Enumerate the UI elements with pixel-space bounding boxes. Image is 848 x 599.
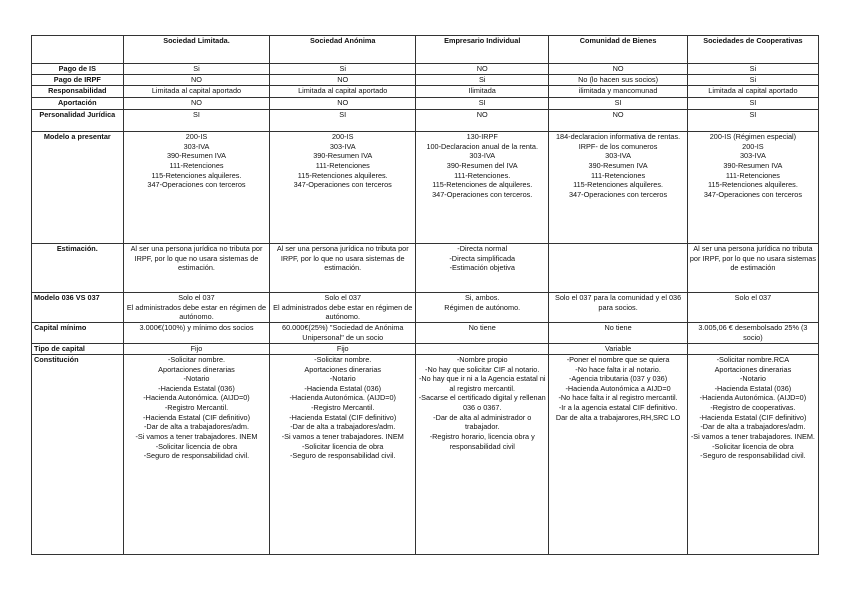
cell-line: Solo el 037 [324,293,361,302]
cell [549,343,687,354]
cell-line: -Registro Mercantil. [311,403,375,412]
cell [416,343,549,354]
cell-line: 3.005,06 € desembolsado 25% (3 socio) [698,322,808,342]
cell [123,132,270,244]
header-comunidad-de-bienes: Comunidad de Bienes [549,36,687,64]
cell-line: -Solicitar nombre. [314,354,372,364]
cell-line: -Hacienda Autonómica. (AIJD=0) [699,393,807,403]
cell [270,132,416,244]
cell-line: 111-Retenciones [169,160,224,170]
cell-line: NO [191,75,202,84]
cell-line: 303-IVA [329,141,356,151]
cell [123,75,270,86]
cell-line: Si [339,64,346,73]
row-personalidad-juridica [32,110,819,132]
cell-line: -Dar de alta a trabajadores/adm. [290,422,396,432]
cell [687,354,818,554]
row-label: Personalidad Jurídica [32,110,124,132]
cell [549,322,687,343]
cell-line: -No hace falta ir al notario. [575,364,661,374]
cell [123,86,270,98]
cell [549,110,687,132]
cell-line: 60.000€(25%) "Sociedad de Anónima Unipersonal" de un socio [282,322,404,342]
cell [549,98,687,110]
cell [270,343,416,354]
cell [123,110,270,132]
cell [687,86,818,98]
cell-line: 303-IVA [469,151,496,161]
cell-line: Limitada al capital aportado [151,86,242,95]
cell-line: 115-Retenciones alquileres. [573,180,664,190]
cell-line: -No hay que ir ni a la Agencia estatal ni al registro mercantil. [418,374,546,393]
row-label: Estimación. [32,244,124,293]
cell [549,64,687,75]
row-pago-is [32,64,819,75]
cell-line: -Registro horario, licencia obra y responsabilidad civil [429,431,535,451]
cell [687,293,818,323]
cell-line: SI [339,110,347,119]
header-empresario-individual: Empresario Individual [416,36,549,64]
cell-line: Aportaciones dinerarias [304,364,382,374]
cell [549,75,687,86]
cell-line: 200-IS [742,141,764,151]
cell-line: 115-Retenciones alquileres. [151,170,242,180]
row-modelo-036-vs-037 [32,293,819,323]
cell-line: -Solicitar licencia de obra [155,441,238,451]
row-label: Responsabilidad [32,86,124,98]
cell-line: SI [749,110,757,119]
cell-line: -Si vamos a tener trabajadores. INEM. [690,431,815,441]
cell-line: -Solicitar licencia de obra [301,441,384,451]
cell [270,110,416,132]
cell [549,132,687,244]
cell-line: 303-IVA [605,151,631,161]
header-row [32,36,819,64]
cell-line: Si, ambos. [464,293,500,302]
cell-line: -Solicitar nombre. [167,354,226,364]
cell-line: 100-Declaracion anual de la renta. [426,141,538,151]
cell [416,132,549,244]
cell-line: Si [749,75,757,84]
cell-line: 130-IRPF [466,132,498,141]
cell-line: 184-declaracion informativa de rentas. [556,132,681,141]
cell-line: -Notario [739,374,766,384]
cell [123,98,270,110]
cell-line: Si [749,64,757,73]
cell-line: NO [612,110,624,119]
cell-line: No tiene [604,322,632,332]
row-label: Pago de IS [32,64,124,75]
cell-line: 347-Operaciones con terceros [147,180,246,190]
cell-line: -Poner el nombre que se quiera [566,354,670,364]
cell-line: 347-Operaciones con terceros [568,189,668,199]
row-capital-minimo [32,322,819,343]
cell [416,354,549,554]
cell-line: SI [193,110,200,119]
cell-line: 303-IVA [183,141,210,151]
cell-line: -Hacienda Estatal (036) [714,383,792,393]
cell-line: 347-Operaciones con terceros. [432,189,533,199]
cell [687,110,818,132]
cell-line: SI [614,98,622,107]
row-modelo-presentar [32,132,819,244]
cell-line: SI [478,98,486,107]
cell [270,322,416,343]
cell [687,343,818,354]
cell-line: -Sacarse el certificado digital y rellenan 036 o 0367. [418,393,546,412]
cell-line: 200-IS [185,132,208,141]
cell-line: -Estimación objetiva [449,263,515,273]
row-pago-irpf [32,75,819,86]
cell-line: -Hacienda Estatal (CIF definitivo) [699,412,807,422]
cell [416,64,549,75]
cell-line: 3.000€(100%) y mínimo dos socios [139,322,254,332]
cell-line: -Dar de alta a trabajadores/adm. [700,422,806,432]
cell [270,86,416,98]
cell-line: Al ser una persona jurídica no tributa por IRPF, por lo que no usara sistemas de estimación. [130,244,263,273]
header-sociedades-cooperativas: Sociedades de Cooperativas [687,36,818,64]
cell [270,354,416,554]
cell-line: NO [476,64,488,73]
cell-line: Si [478,75,486,84]
cell [270,293,416,323]
cell [416,244,549,293]
cell-line: Dar de alta a trabajarores,RH,SRC LO [555,412,681,422]
cell [687,64,818,75]
cell-line: No (lo hacen sus socios) [578,75,659,84]
cell-line: -Si vamos a tener trabajadores. INEM [135,431,258,441]
cell-line: -Directa simplificada [449,253,516,263]
cell-line: NO [612,64,624,73]
cell-line: -No hace falta ir al registro mercantil. [558,393,678,403]
cell-line: Fijo [190,343,203,353]
row-estimacion [32,244,819,293]
cell-line: -Hacienda Estatal (036) [304,383,382,393]
cell-line: SI [749,98,757,107]
cell-line: Régimen de autónomo. [444,302,521,312]
cell-line: -Registro de cooperativas. [710,403,796,412]
company-types-comparison-table [31,35,819,555]
comparison-document [31,35,819,555]
cell [549,293,687,323]
cell-line: Si [193,64,200,73]
cell-line: 303-IVA [739,151,766,161]
cell [549,244,687,293]
cell [687,75,818,86]
cell-line: 200-IS [331,132,354,141]
cell-line: 347-Operaciones con terceros [703,189,802,199]
cell [687,132,818,244]
cell-line: NO [337,75,349,84]
cell-line: Limitada al capital aportado [708,86,798,95]
cell-line: -Ir a la agencia estatal CIF definitivo. [558,403,678,412]
cell-line: ilimitada y mancomunad [578,86,658,95]
cell-line: 200-IS (Régimen especial) [709,132,797,141]
cell-line: Fijo [336,343,349,353]
cell [123,354,270,554]
cell [123,322,270,343]
cell-line: Solo el 037 [734,293,772,302]
cell-line: El administrados debe estar en régimen de autónomo. [126,302,267,322]
row-label: Modelo 036 VS 037 [32,293,124,323]
cell-line: Al ser una persona jurídica no tributa por IRPF, por lo que no usara sistemas de estimación [689,244,816,273]
cell [687,322,818,343]
cell [123,293,270,323]
cell [416,98,549,110]
cell [123,244,270,293]
cell-line: -Seguro de responsabilidad civil. [290,451,396,461]
cell-line: Limitada al capital aportado [298,86,388,95]
cell [687,98,818,110]
header-sociedad-anonima: Sociedad Anónima [270,36,416,64]
cell-line: 111-Retenciones [591,170,646,180]
cell [123,343,270,354]
cell-line: -Dar de alta a trabajadores/adm. [143,422,250,432]
row-label: Tipo de capital [32,343,124,354]
cell-line: El administrados debe estar en régimen de autónomo. [273,302,413,322]
cell [549,86,687,98]
cell [270,98,416,110]
cell-line: NO [337,98,349,107]
cell-line: Solo el 037 [178,293,215,302]
header-cell-empty [32,36,124,64]
cell-line: -Hacienda Estatal (036) [158,383,235,393]
cell-line: -Hacienda Estatal (CIF definitivo) [142,412,251,422]
cell [687,244,818,293]
cell-line: -Solicitar nombre.RCA [716,354,790,364]
cell-line: -No hay que solicitar CIF al notario. [425,364,540,374]
cell [416,86,549,98]
cell-line: -Si vamos a tener trabajadores. INEM [281,431,404,441]
cell-line: -Hacienda Estatal (CIF definitivo) [289,412,397,422]
cell-line: 390-Resumen IVA [313,151,373,161]
cell-line: NO [191,98,202,107]
cell-line: Ilimitada [468,86,496,95]
cell [270,244,416,293]
row-tipo-capital [32,343,819,354]
cell [416,75,549,86]
row-constitucion [32,354,819,554]
cell-line: 390-Resumen IVA [723,160,783,170]
cell-line: 390-Resumen del IVA [446,160,518,170]
cell [270,64,416,75]
row-label: Pago de IRPF [32,75,124,86]
cell-line: Variable [604,343,632,353]
cell-line: IRPF- de los comuneros [578,141,658,151]
row-label: Capital mínimo [32,322,124,343]
cell-line: NO [476,110,488,119]
cell-line: -Agencia tributaria (037 y 036) [568,374,668,384]
cell-line: Al ser una persona jurídica no tributa por IRPF, por lo que no usara sistemas de estimación. [276,244,409,273]
cell-line: -Dar de alta al administrador o trabajador. [433,412,532,432]
cell-line: 115-Retenciones de alquileres. [432,180,533,190]
cell-line: 115-Retenciones alquileres. [707,180,798,190]
cell-line: 390-Resumen IVA [588,160,648,170]
cell-line: -Notario [329,374,356,384]
cell-line: Aportaciones dinerarias [714,364,792,374]
cell-line: -Seguro de responsabilidad civil. [143,451,250,461]
cell-line: No tiene [468,322,496,332]
cell-line: 347-Operaciones con terceros [293,180,392,190]
row-responsabilidad [32,86,819,98]
row-label: Constitución [32,354,124,554]
cell-line: -Hacienda Autonómica. (AIJD=0) [289,393,396,403]
cell-line: -Nombre propio [456,354,508,364]
cell [416,110,549,132]
row-aportacion [32,98,819,110]
cell-line: 115-Retenciones alquileres. [297,170,388,180]
cell-line: 111-Retenciones. [454,170,511,180]
cell-line: -Notario [183,374,210,384]
cell-line: -Hacienda Autonómica. (AIJD=0) [143,393,250,403]
cell [549,354,687,554]
cell [270,75,416,86]
header-sociedad-limitada: Sociedad Limitada. [123,36,270,64]
cell-line: -Hacienda Autonómica a AIJD=0 [565,383,671,393]
cell [416,293,549,323]
cell-line: Aportaciones dinerarias [158,364,235,374]
row-label: Aportación [32,98,124,110]
cell-line: 111-Retenciones [315,160,370,170]
cell-line: 390-Resumen IVA [166,151,227,161]
cell-line: Solo el 037 para la comunidad y el 036 para socios. [554,293,682,312]
cell-line: -Solicitar licencia de obra [712,441,794,451]
cell-line: -Registro Mercantil. [164,403,229,412]
cell [123,64,270,75]
cell-line: 111-Retenciones [725,170,780,180]
cell-line: -Directa normal [457,244,508,253]
row-label: Modelo a presentar [32,132,124,244]
cell [416,322,549,343]
cell-line: -Seguro de responsabilidad civil. [700,451,806,461]
